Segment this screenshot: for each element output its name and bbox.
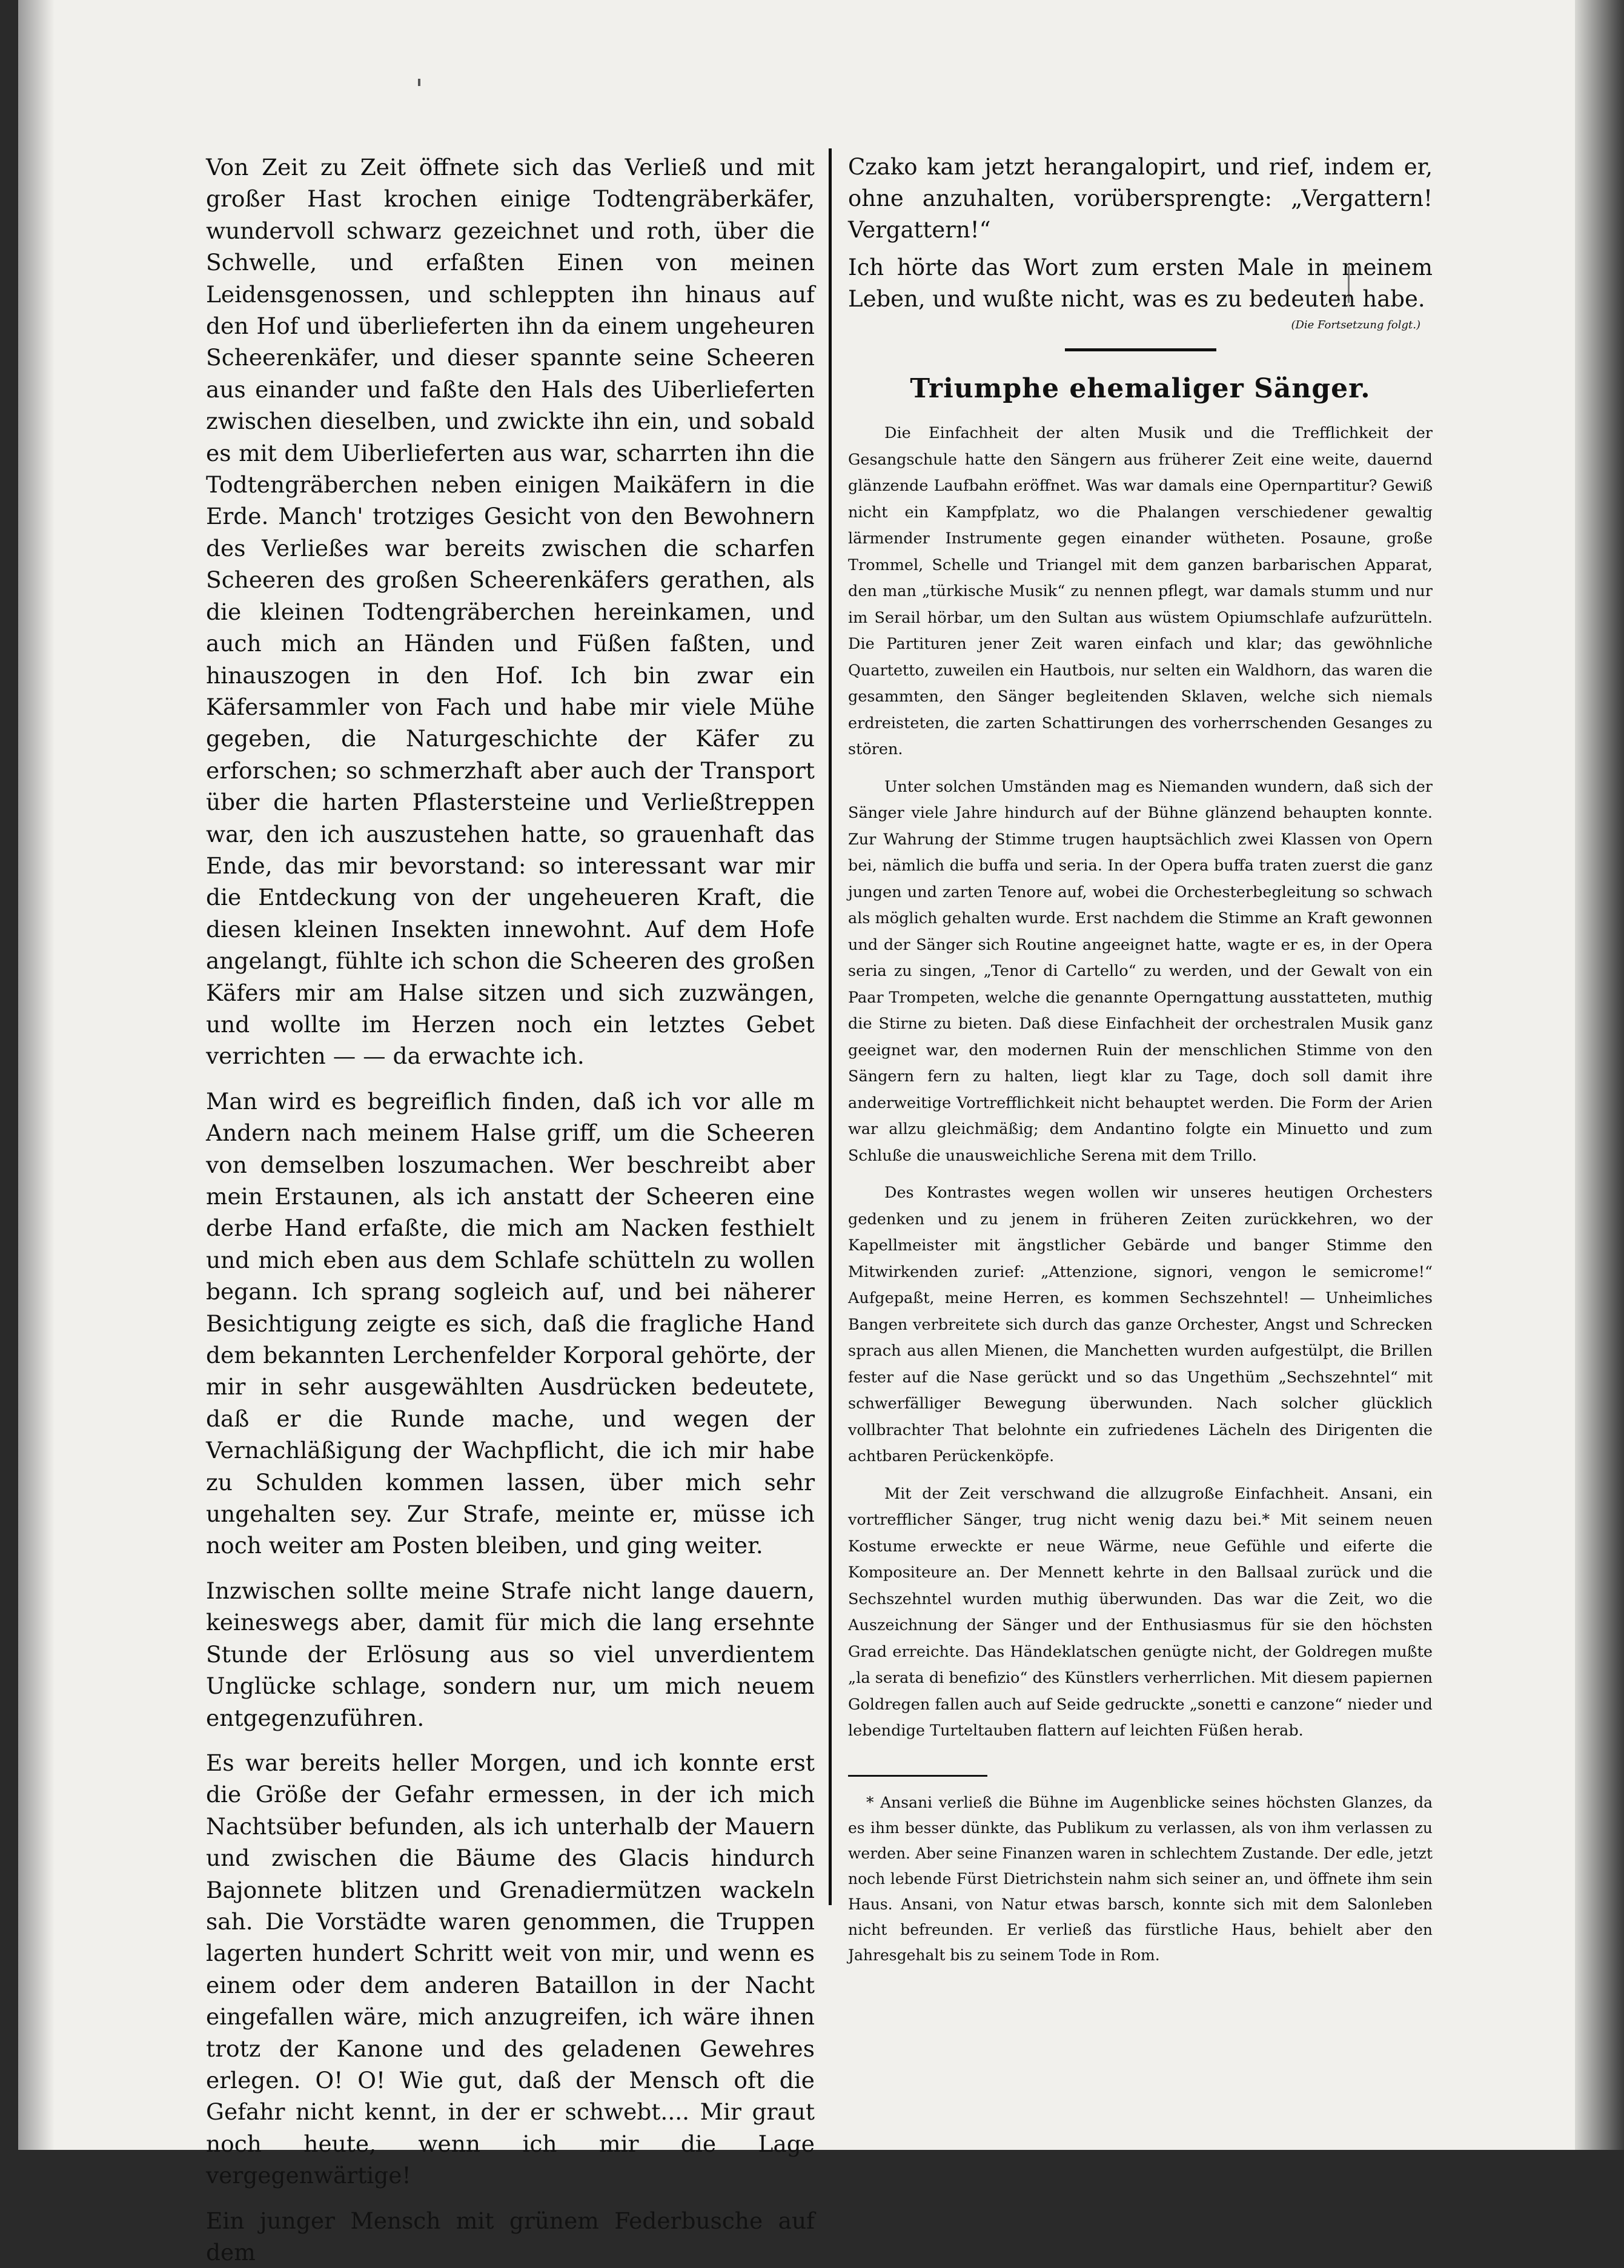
article-paragraph: Unter solchen Umständen mag es Niemanden wundern, daß sich der Sänger viele Jahre hindurch auf der Bühne glänzend behaupten konnte. Zur Wahrung der Stimme trugen hauptsächlich zwei Klassen von Opern bei, nämlich die buffa und seria. In der Opera buffa traten zuerst die ganz jungen und zarten Tenore auf, wobei die Orchesterbegleitung so schwach als möglich gehalten wurde. Erst nachdem die Stimme an Kraft gewonnen und der Sänger sich Routine angeeignet hatte, wagte er es, in der Opera seria zu singen, „Tenor di Cartello“ zu werden, und der Gewalt von ein Paar Trompeten, welche die genannte Operngattung ausstatteten, muthig die Stirne zu bieten. Daß diese Einfachheit der orchestralen Musik ganz geeignet war, den modernen Ruin der menschlichen Stimme von den Sängern fern zu halten, liegt klar zu Tage, doch soll damit ihre anderweitige Vortrefflichkeit nicht behauptet werden. Die Form der Arien war allzu gleichmäßig; dem Andantino folgte ein Minuetto und zum Schluße die unausweichliche Serena mit dem Trillo.: [848, 777, 1433, 1165]
article-paragraph: Die Einfachheit der alten Musik und die Trefflichkeit der Gesangschule hatte den Sängern aus früherer Zeit eine weite, dauernd glänzende Laufbahn eröffnet. Was war damals eine Opernpartitur? Gewiß nicht ein Kampfplatz, wo die Phalangen verschiedener gewaltig lärmender Instrumente gegen einander wütheten. Posaune, große Trommel, Schelle und Triangel mit dem ganzen barbarischen Apparat, den man „türkische Musik“ zu nennen pflegt, war damals stumm und nur im Serail hörbar, um den Sultan aus wüstem Opiumschlafe aufzurütteln. Die Partituren jener Zeit waren einfach und klar; das gewöhnliche Quartetto, zuweilen ein Hautbois, nur selten ein Waldhorn, das waren die gesammten, den Sänger begleitenden Sklaven, welche sich niemals erdreisteten, die zarten Schattirungen des vorherrschenden Gesanges zu stören.: [848, 424, 1433, 758]
article-body: [848, 420, 1433, 1745]
left-column: [206, 151, 815, 2268]
footnote-rule: [848, 1775, 987, 1777]
story-paragraph: Es war bereits heller Morgen, und ich konnte erst die Größe der Gefahr ermessen, in der ich mich Nachtsüber befunden, als ich unterhalb der Mauern und zwischen die Bäume des Glacis hindurch Bajonnete blitzen und Grenadiermützen wackeln sah. Die Vorstädte waren genommen, die Truppen lagerten hundert Schritt weit von mir, und wenn es einem oder dem anderen Bataillon in der Nacht eingefallen wäre, mich anzugreifen, ich wäre ihnen trotz der Kanone und des geladenen Gewehres erlegen. O! O! Wie gut, daß der Mensch oft die Gefahr nicht kennt, in der er schwebt.... Mir graut noch heute, wenn ich mir die Lage vergegenwärtige!: [206, 1749, 815, 2189]
story-paragraph: Inzwischen sollte meine Strafe nicht lange dauern, keineswegs aber, damit für mich die lang ersehnte Stunde der Erlösung aus so viel unverdientem Unglücke schlage, sondern nur, um mich neuem entgegenzuführen.: [206, 1577, 815, 1731]
right-column: [848, 151, 1433, 1968]
ink-mark: [418, 79, 420, 86]
article-paragraph: Mit der Zeit verschwand die allzugroße Einfachheit. Ansani, ein vortrefflicher Sänger, trug nicht wenig dazu bei.* Mit seinem neuen Kostume erweckte er neue Wärme, neue Gefühle und eiferte die Kompositeure an. Der Mennett kehrte in den Ballsaal zurück und die Sechszehntel wurden muthig überwunden. Das war die Zeit, wo die Auszeichnung der Sänger und der Enthusiasmus für sie den höchsten Grad erreichte. Das Händeklatschen genügte nicht, der Goldregen mußte „la serata di benefizio“ des Künstlers verherrlichen. Mit diesem papiernen Goldregen fallen auch auf Seide gedruckte „sonetti e canzone“ nieder und lebendige Turteltauben flattern auf leichten Füßen herab.: [848, 1484, 1433, 1740]
story-paragraph: Man wird es begreiflich finden, daß ich vor alle m Andern nach meinem Halse griff, um die Scheeren von demselben loszumachen. Wer beschreibt aber mein Erstaunen, als ich anstatt der Scheeren eine derbe Hand erfaßte, die mich am Nacken festhielt und mich eben aus dem Schlafe schütteln zu wollen begann. Ich sprang sogleich auf, und bei näherer Besichtigung zeigte es sich, daß die fragliche Hand dem bekannten Lerchenfelder Korporal gehörte, der mir in sehr ausgewählten Ausdrücken bedeutete, daß er die Runde mache, und wegen der Vernachläßigung der Wachpflicht, die ich mir habe zu Schulden kommen lassen, über mich sehr ungehalten sey. Zur Strafe, meinte er, müsse ich noch weiter am Posten bleiben, und ging weiter.: [206, 1087, 815, 1559]
story-paragraph: Von Zeit zu Zeit öffnete sich das Verließ und mit großer Hast krochen einige Todtengräberkäfer, wundervoll schwarz gezeichnet und roth, über die Schwelle, und erfaßten Einen von meinen Leidensgenossen, und schleppten ihn hinaus auf den Hof und überlieferten ihn da einem ungeheuren Scheerenkäfer, und dieser spannte seine Scheeren aus einander und faßte den Hals des Uiberlieferten zwischen dieselben, und zwickte ihn ein, und sobald es mit dem Uiberlieferten aus war, scharrten ihn die Todtengräberchen neben einigen Maikäfern in die Erde. Manch' trotziges Gesicht von den Bewohnern des Verließes war bereits zwischen die scharfen Scheeren des großen Scheerenkäfers gerathen, als die kleinen Todtengräberchen hereinkamen, und auch mich an Händen und Füßen faßten, und hinauszogen in den Hof. Ich bin zwar ein Käfersammler von Fach und habe mir viele Mühe gegeben, die Naturgeschichte der Käfer zu erforschen; so schmerzhaft aber auch der Transport über die harten Pflastersteine und Verließtreppen war, den ich auszustehen hatte, so grauenhaft das Ende, das mir bevorstand: so interessant war mir die Entdeckung von der ungeheueren Kraft, die diesen kleinen Insekten innewohnt. Auf dem Hofe angelangt, fühlte ich schon die Scheeren des großen Käfers mir am Halse sitzen und sich zuzwängen, und wollte im Herzen noch ein letztes Gebet verrichten — — da erwachte ich.: [206, 154, 815, 1070]
footnote-text: * Ansani verließ die Bühne im Augenblicke seines höchsten Glanzes, da es ihm besser dünkte, das Publikum zu verlassen, als von ihm verlassen zu werden. Aber seine Finanzen waren in schlechtem Zustande. Der edle, jetzt noch lebende Fürst Dietrichstein nahm sich seiner an, und öffnete ihm sein Haus. Ansani, von Natur etwas barsch, konnte sich mit dem Salonleben nicht befreunden. Er verließ das fürstliche Haus, behielt aber den Jahresgehalt bis zu seinem Tode in Rom.: [848, 1793, 1433, 1964]
story-paragraph: Ich hörte das Wort zum ersten Male in meinem Leben, und wußte nicht, was es zu bedeuten habe.: [848, 254, 1433, 312]
story-paragraph: Czako kam jetzt herangalopirt, und rief, indem er, ohne anzuhalten, vorübersprengte: „Vergattern! Vergattern!“: [848, 154, 1433, 243]
article-paragraph: Des Kontrastes wegen wollen wir unseres heutigen Orchesters gedenken und zu jenem in früheren Zeiten zurückkehren, wo der Kapellmeister mit ängstlicher Gebärde und banger Stimme den Mitwirkenden zurief: „Attenzione, signori, vengon le semicrome!“ Aufgepaßt, meine Herren, es kommen Sechszehntel! — Unheimliches Bangen verbreitete sich durch das ganze Orchester, Angst und Schrecken sprach aus allen Mienen, die Manchetten wurden aufgestülpt, die Brillen fester auf die Nase gerückt und so das Ungethüm „Sechszehntel“ mit schwerfälliger Bewegung überwunden. Nach solcher glücklich vollbrachter That belohnte ein zufriedenes Lächeln des Dirigenten die achtbaren Perückenköpfe.: [848, 1184, 1433, 1465]
continued-note: (Die Fortsetzung folgt.): [1291, 319, 1420, 331]
story-continuation: [848, 151, 1433, 315]
section-rule: [1065, 348, 1216, 351]
column-divider: [829, 148, 832, 1905]
article-title: Triumphe ehemaliger Sänger.: [910, 373, 1371, 404]
page-gutter-shadow: [18, 0, 55, 2150]
page-edge: [1575, 0, 1624, 2150]
story-paragraph: Ein junger Mensch mit grünem Federbusche auf dem: [206, 2207, 815, 2266]
footnote: [848, 1790, 1433, 1968]
